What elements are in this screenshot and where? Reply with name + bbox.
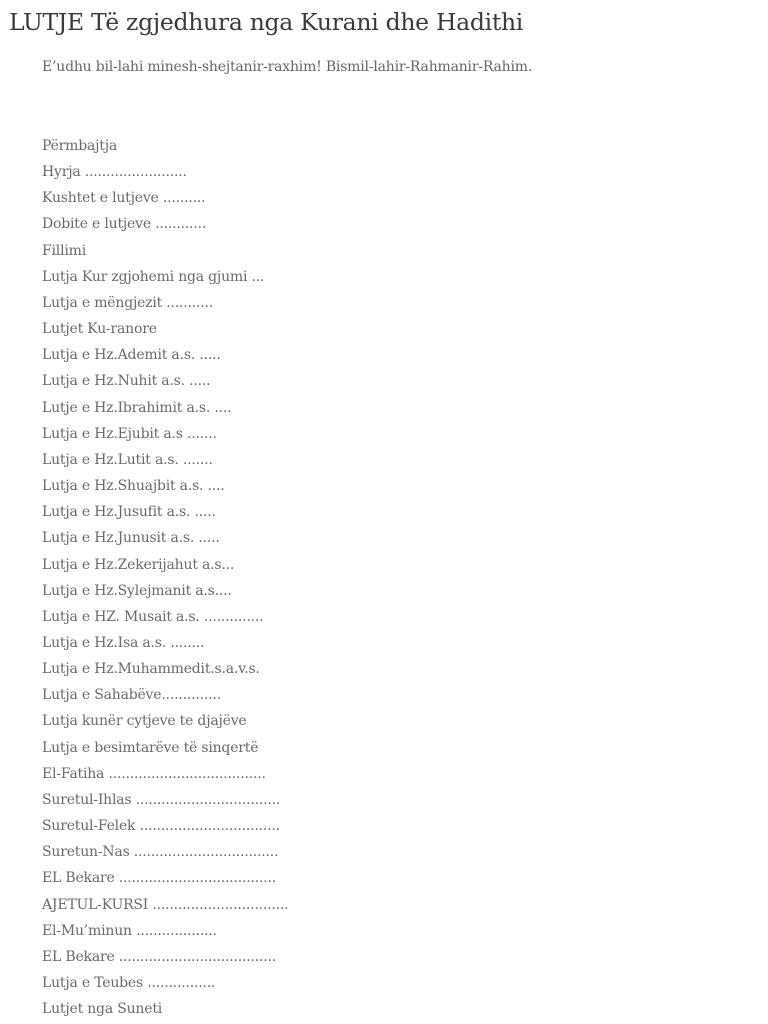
toc-item: Hyrja ........................ <box>42 164 187 181</box>
toc-heading: Përmbajtja <box>42 138 118 154</box>
toc-item: Suretul-Ihlas .................................. <box>42 791 281 808</box>
toc-item: Fillimi <box>42 242 86 259</box>
toc-item: Lutjet nga Suneti <box>42 1001 163 1018</box>
toc-item: Lutja Kur zgjohemi nga gjumi ... <box>42 268 265 285</box>
toc-item: Lutja e Hz.Jusufit a.s. ..... <box>42 504 216 521</box>
toc-item: Suretul-Felek ................................. <box>42 818 280 835</box>
toc-item: EL Bekare ..................................... <box>42 870 277 887</box>
toc-item: Dobite e lutjeve ............ <box>42 216 207 233</box>
page-title: LUTJE Të zgjedhura nga Kurani dhe Hadithi <box>9 8 524 36</box>
toc-item: Lutja e Hz.Sylejmanit a.s.... <box>42 582 232 599</box>
toc-item: Lutja e Hz.Ademit a.s. ..... <box>42 347 221 364</box>
toc-item: Lutja e Hz.Muhammedit.s.a.v.s. <box>42 661 260 678</box>
toc-item: Lutja e Sahabëve.............. <box>42 687 221 704</box>
toc-item: EL Bekare ..................................... <box>42 948 277 965</box>
toc-item: Lutja e Hz.Lutit a.s. ....... <box>42 451 213 468</box>
toc-item: Lutja e Hz.Nuhit a.s. ..... <box>42 373 211 390</box>
toc-item: Lutja e besimtarëve të sinqertë <box>42 739 259 756</box>
toc-item: Kushtet e lutjeve .......... <box>42 190 206 207</box>
toc-item: Lutjet Ku-ranore <box>42 321 157 338</box>
toc-item: Lutja kunër cytjeve te djajëve <box>42 713 247 730</box>
toc-item: Lutja e Hz.Zekerijahut a.s... <box>42 556 235 573</box>
toc-item: El-Mu’minun ................... <box>42 922 217 939</box>
toc-item: Lutja e HZ. Musait a.s. .............. <box>42 608 264 625</box>
toc-item: AJETUL-KURSI ................................ <box>42 896 289 913</box>
toc-item: Lutje e Hz.Ibrahimit a.s. .... <box>42 399 232 416</box>
toc-item: Suretun-Nas .................................. <box>42 844 279 861</box>
table-of-contents <box>42 133 288 1022</box>
toc-item: Lutja e Hz.Isa a.s. ........ <box>42 634 205 651</box>
toc-item: Lutja e mëngjezit ........... <box>42 294 214 311</box>
toc-item: Lutja e Hz.Junusit a.s. ..... <box>42 530 220 547</box>
toc-item: Lutja e Hz.Ejubit a.s ....... <box>42 425 217 442</box>
toc-item: Lutja e Hz.Shuajbit a.s. .... <box>42 478 225 495</box>
intro-text: E’udhu bil-lahi minesh-shejtanir-raxhim! Bismil-lahir-Rahmanir-Rahim. <box>42 59 533 75</box>
toc-item: Lutja e Teubes ................ <box>42 975 216 991</box>
toc-item: El-Fatiha ..................................... <box>42 765 266 782</box>
